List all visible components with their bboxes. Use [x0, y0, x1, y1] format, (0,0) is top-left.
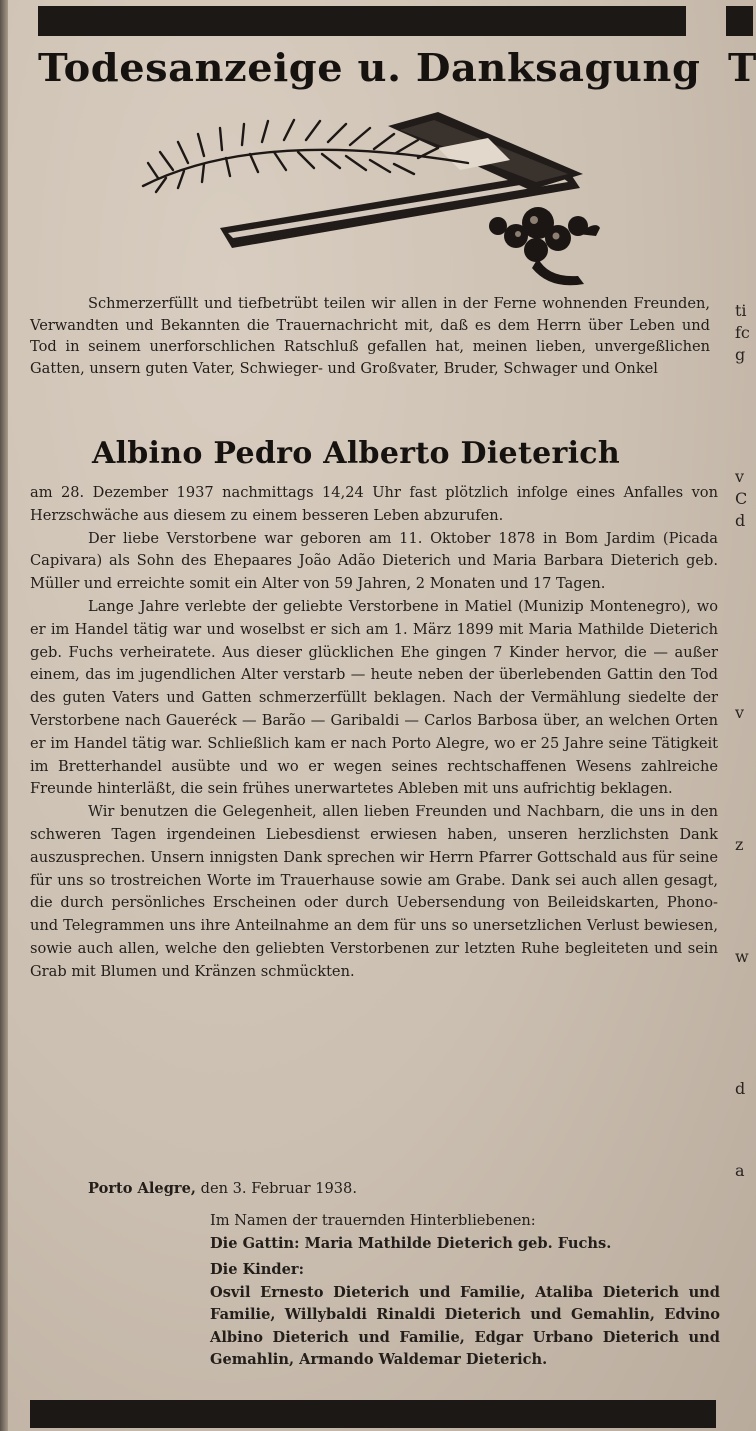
children-list: Osvil Ernesto Dieterich und Familie, Ataliba Dieterich und Familie, Willybaldi Rinaldi Dieterich und Gemahlin, Edvino Albino Dieterich und Familie, Edgar Urbano Dieterich und Gemahlin, Armando Waldemar Dieterich. [210, 1283, 720, 1368]
life-paragraph: Lange Jahre verlebte der geliebte Verstorbene in Matiel (Munizip Montenegro), wo er im Handel tätig war und woselbst er sich am 1. März 1899 mit Maria Mathilde Dieterich geb. Fuchs verheiratete. Aus dieser glücklichen Ehe gingen 7 Kinder hervor, die — außer einem, das im jugendlichen Alter verstarb — heute neben der überlebenden Gattin den Tod des guten Vaters und Gatten schmerzerfüllt beklagen. Nach der Vermählung siedelte der Verstorbene nach Gaueréck — Barão — Garibaldi — Carlos Barbosa über, an welchen Orten er im Handel tätig war. Schließlich kam er nach Porto Alegre, wo er 25 Jahre seine Tätigkeit im Bretterhandel ausübte und wo er wegen seines rechtschaffenen Wesens zahlreiche Freunde hinterläßt, die sein frühes unerwartetes Ableben mit uns aufrichtig beklagen. [30, 597, 718, 798]
margin-fragment: ti [735, 301, 747, 320]
notice-body [30, 482, 718, 984]
deceased-name: Albino Pedro Alberto Dieterich [92, 436, 620, 471]
top-rule-adjacent-column [726, 6, 753, 36]
bottom-rule [30, 1400, 716, 1428]
margin-fragment: a [735, 1161, 745, 1180]
margin-fragment: w [735, 947, 749, 966]
intro-text: Schmerzerfüllt und tiefbetrübt teilen wir allen in der Ferne wohnenden Freunden, Verwandten und Bekannten die Trauernachricht mit, daß es dem Herrn über Leben und Tod in seinem unerforschlichen Ratschluß gefallen hat, meinen lieben, unvergeßlichen Gatten, unsern guten Vater, Schwieger- und Großvater, Bruder, Schwager und Onkel [30, 295, 710, 378]
thanks-paragraph: Wir benutzen die Gelegenheit, allen lieben Freunden und Nachbarn, die uns in den schweren Tagen irgendeinen Liebesdienst erwiesen haben, unseren herzlichsten Dank auszusprechen. Unsern innigsten Dank sprechen wir Herrn Pfarrer Gottschald aus für seine für uns so trostreichen Worte im Trauerhause sowie am Grabe. Dank sei auch allen gesagt, die durch persönliches Erscheinen oder durch Uebersendung von Beileidskarten, Phono- und Telegrammen uns ihre Anteilnahme an dem für uns so unersetzlichen Verlust bewiesen, sowie auch allen, welche den geliebten Verstorbenen zur letzten Ruhe begleiteten und sein Grab mit Blumen und Kränzen schmückten. [30, 803, 718, 980]
signature-intro: Im Namen der trauernden Hinterbliebenen: [210, 1212, 536, 1229]
place-date-line [88, 1178, 588, 1200]
margin-fragment: C [735, 489, 748, 508]
margin-fragment: g [735, 345, 746, 364]
widow-signature: Die Gattin: Maria Mathilde Dieterich geb. Fuchs. [210, 1234, 612, 1252]
margin-fragment: v [735, 467, 745, 486]
intro-paragraph [30, 293, 710, 380]
notice-heading: Todesanzeige u. Danksagung [38, 45, 701, 90]
birth-paragraph: Der liebe Verstorbene war geboren am 11. Oktober 1878 in Bom Jardim (Picada Capivara) als Sohn des Ehepaares João Adão Dieterich und Maria Barbara Dieterich geb. Müller und erreichte somit ein Alter von 59 Jahren, 2 Monaten und 17 Tagen. [30, 529, 718, 593]
place: Porto Alegre, [88, 1180, 196, 1197]
top-rule [38, 6, 686, 36]
date: den 3. Februar 1938. [200, 1180, 357, 1197]
children-label: Die Kinder: [210, 1261, 304, 1278]
margin-fragment: v [735, 703, 745, 722]
adjacent-column-fragments [735, 300, 753, 1182]
page-edge-shadow [0, 0, 8, 1431]
death-paragraph: am 28. Dezember 1937 nachmittags 14,24 Uhr fast plötzlich infolge eines Anfalles von Herzschwäche aus diesem zu einem besseren Leben abzurufen. [30, 484, 718, 524]
cross-palm-emblem-icon [138, 108, 608, 293]
margin-fragment: z [735, 835, 744, 854]
adjacent-column-heading-fragment: T [728, 45, 756, 90]
signature-block [210, 1210, 720, 1372]
margin-fragment: d [735, 511, 746, 530]
margin-fragment: fc [735, 323, 750, 342]
margin-fragment: d [735, 1079, 746, 1098]
